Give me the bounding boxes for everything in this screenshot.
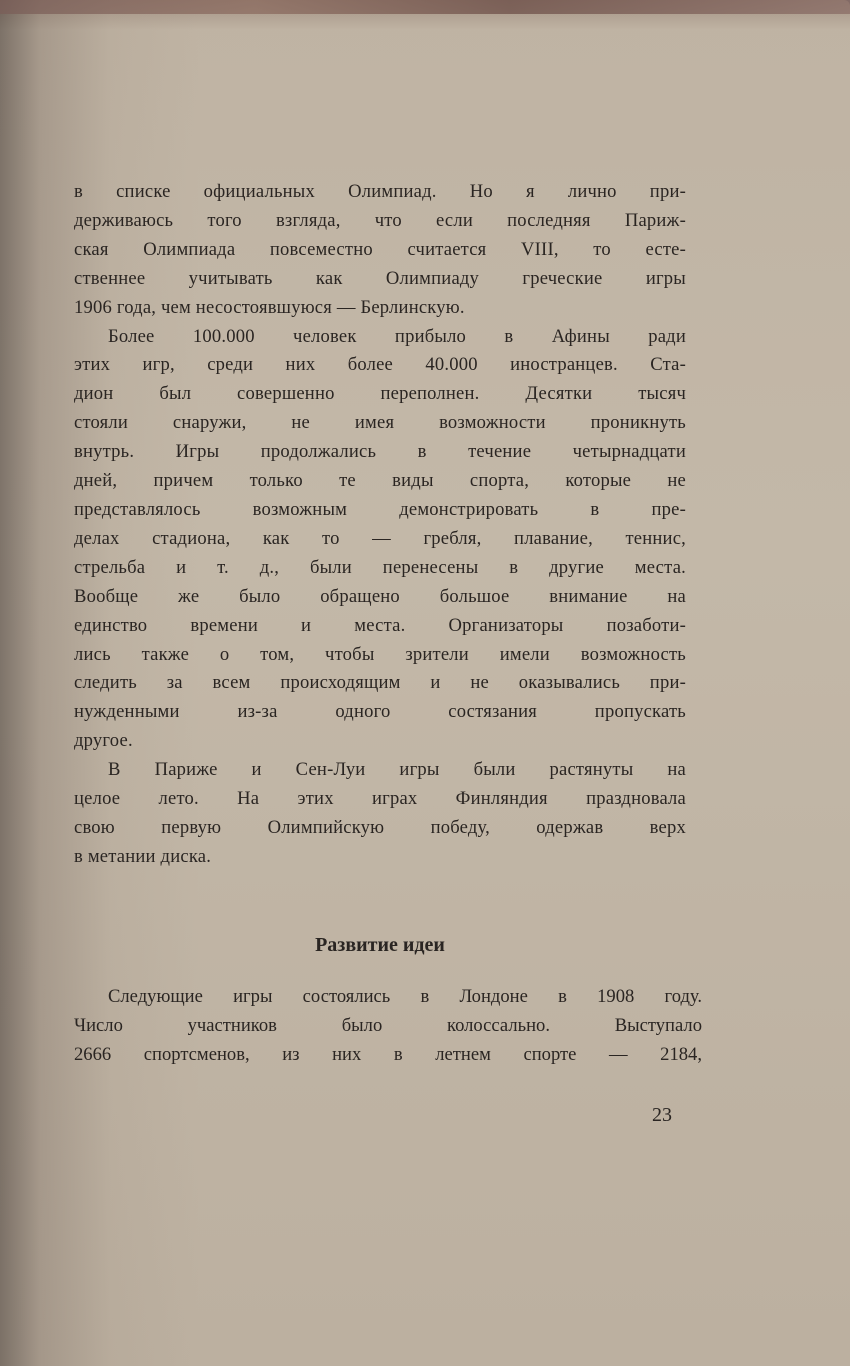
text-line: свою первую Олимпийскую победу, одержав верх: [74, 816, 686, 838]
paragraph-4: [74, 982, 702, 1069]
text-line: дней, причем только те виды спорта, которые не: [74, 470, 686, 492]
text-line: целое лето. На этих играх Финляндия праздновала: [74, 788, 686, 810]
text-line: стрельба и т. д., были перенесены в другие места.: [74, 556, 686, 578]
text-line: ская Олимпиада повсеместно считается VIII, то есте-: [74, 238, 686, 260]
text-line: делах стадиона, как то — гребля, плавание, теннис,: [74, 527, 686, 549]
text-line: Число участников было колоссально. Выступало: [74, 1015, 702, 1036]
text-line: 2666 спортсменов, из них в летнем спорте — 2184,: [74, 1044, 702, 1065]
paragraph-2: [74, 323, 686, 757]
text-line: Вообще же было обращено большое внимание на: [74, 585, 686, 607]
section-heading: Развитие идеи: [315, 934, 445, 956]
text-line: этих игр, среди них более 40.000 иностранцев. Ста-: [74, 354, 686, 376]
body-text-after-heading: [74, 982, 702, 1069]
paragraph-3: [74, 756, 686, 872]
text-line: 1906 года, чем несостоявшуюся — Берлинскую.: [74, 296, 465, 318]
text-line: лись также о том, чтобы зрители имели возможность: [74, 643, 686, 665]
body-text-before-heading: [74, 178, 686, 872]
text-line: в метании диска.: [74, 845, 212, 867]
text-line: ственнее учитывать как Олимпиаду греческие игры: [74, 267, 686, 289]
text-line: Следующие игры состоялись в Лондоне в 1908 году.: [108, 986, 702, 1007]
text-line: другое.: [74, 730, 133, 752]
text-line: держиваюсь того взгляда, что если последняя Париж-: [74, 209, 686, 231]
text-line: в списке официальных Олимпиад. Но я лично при-: [74, 181, 686, 202]
text-line: стояли снаружи, не имея возможности проникнуть: [74, 412, 686, 434]
text-line: единство времени и места. Организаторы позаботи-: [74, 614, 686, 636]
text-line: следить за всем происходящим и не оказывались при-: [74, 672, 686, 694]
text-line: внутрь. Игры продолжались в течение четырнадцати: [74, 441, 686, 463]
paragraph-1: [74, 178, 686, 323]
text-line: нужденными из-за одного состязания пропускать: [74, 701, 686, 723]
text-line: Более 100.000 человек прибыло в Афины ради: [108, 325, 686, 347]
text-line: представлялось возможным демонстрировать в пре-: [74, 498, 686, 520]
text-line: В Париже и Сен-Луи игры были растянуты на: [108, 759, 686, 781]
page-number: 23: [652, 1104, 672, 1126]
text-line: дион был совершенно переполнен. Десятки тысяч: [74, 383, 686, 405]
page-top-edge: [0, 0, 850, 14]
